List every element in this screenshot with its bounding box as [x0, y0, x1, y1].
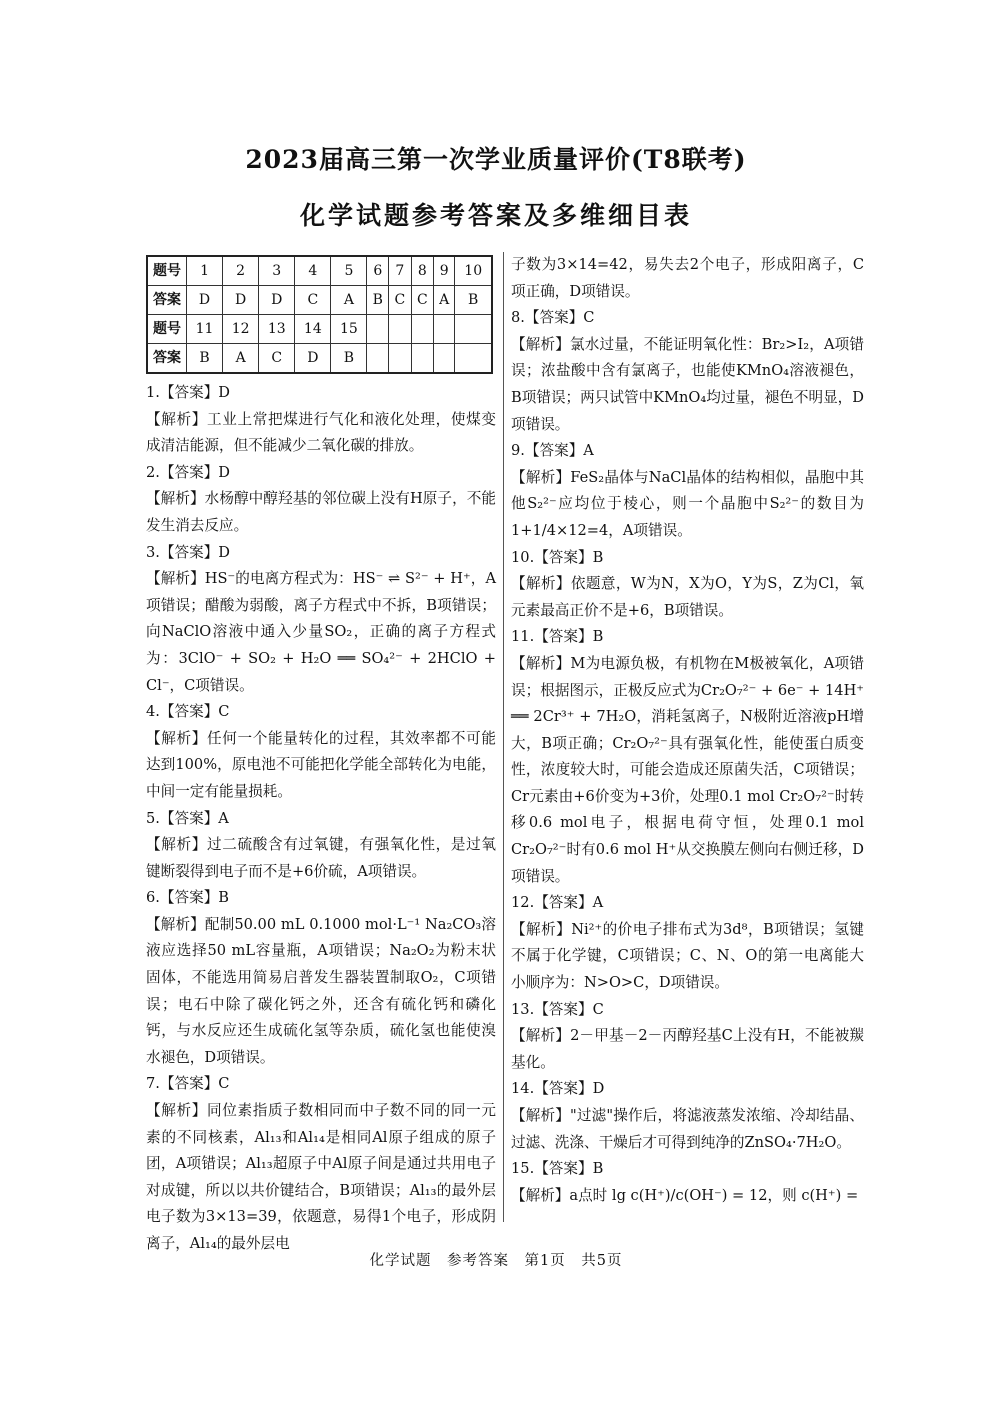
answer-table-cell: 10: [455, 256, 492, 286]
answer-table-cell: [389, 344, 411, 374]
answer-table-cell: D: [295, 344, 331, 374]
answer-table-cell: 8: [411, 256, 433, 286]
answer-explanation: 【解析】"过滤"操作后，将滤液蒸发浓缩、冷却结晶、过滤、洗涤、干燥后才可得到纯净的ZnSO₄·7H₂O。: [511, 1107, 864, 1151]
answer-table-cell: 14: [295, 315, 331, 344]
answer-table-cell: B: [331, 344, 367, 374]
answer-table-cell: 9: [434, 256, 455, 286]
answer-heading: 12.【答案】A: [511, 894, 604, 912]
answer-explanation: 【解析】工业上常把煤进行气化和液化处理，使煤变成清洁能源，但不能减少二氧化碳的排放。: [146, 410, 496, 455]
answer-table-cell: [411, 315, 433, 344]
answer-table-cell: [389, 315, 411, 344]
answer-table-cell: C: [389, 286, 411, 315]
answer-table-cell: 6: [367, 256, 389, 286]
answer-table-cell: C: [259, 344, 295, 374]
answer-heading: 8.【答案】C: [511, 309, 595, 327]
answer-heading: 10.【答案】B: [511, 548, 604, 566]
answer-explanation: 【解析】氯水过量，不能证明氧化性：Br₂>I₂，A项错误；浓盐酸中含有氯离子，也能使KMnO₄溶液褪色，B项错误；两只试管中KMnO₄均过量，褪色不明显，D项错误。: [511, 335, 864, 433]
answer-table-cell: 答案: [147, 286, 187, 315]
answer-table: [146, 255, 493, 374]
answer-table-cell: D: [259, 286, 295, 315]
answer-table-cell: [455, 315, 492, 344]
answer-table-cell: 题号: [147, 256, 187, 286]
answer-heading: 5.【答案】A: [146, 809, 229, 827]
answer-table-cell: [434, 315, 455, 344]
answer-heading: 9.【答案】A: [511, 442, 594, 460]
answer-table-cell: A: [223, 344, 259, 374]
answer-table-cell: B: [455, 286, 492, 315]
answer-table-cell: A: [331, 286, 367, 315]
answer-table-cell: 11: [187, 315, 223, 344]
answer-table-cell: A: [434, 286, 455, 315]
answer-table-cell: 15: [331, 315, 367, 344]
continued-text: 子数为3×14=42，易失去2个电子，形成阳离子，C项正确，D项错误。: [511, 256, 864, 300]
answer-table-cell: 2: [223, 256, 259, 286]
answer-table-cell: [411, 344, 433, 374]
answer-table-cell: 5: [331, 256, 367, 286]
answer-table-cell: 12: [223, 315, 259, 344]
answer-table-cell: [367, 344, 389, 374]
answer-explanation: 【解析】Ni²⁺的价电子排布式为3d⁸，B项错误；氢键不属于化学键，C项错误；C、N、O的第一电离能大小顺序为：N>O>C，D项错误。: [511, 920, 864, 992]
answer-explanation: 【解析】配制50.00 mL 0.1000 mol·L⁻¹ Na₂CO₃溶液应选择50 mL容量瓶，A项错误；Na₂O₂为粉末状固体，不能选用简易启普发生器装置制取O₂，C项错误；电石中除了碳化钙之外，还含有硫化钙和磷化钙，与水反应还生成硫化氢等杂质，硫化氢也能使溴水褪色，D项错误。: [146, 915, 496, 1066]
answer-heading: 2.【答案】D: [146, 463, 230, 481]
answer-explanation: 【解析】M为电源负极，有机物在M极被氧化，A项错误；根据图示，正极反应式为Cr₂O₇²⁻ + 6e⁻ + 14H⁺ ══ 2Cr³⁺ + 7H₂O，消耗氢离子，N极附近溶液pH增大，B项正确；Cr₂O₇²⁻具有强氧化性，能使蛋白质变性，浓度较大时，可能会造成还原菌失活，C项错误；Cr元素由+6价变为+3价，处理0.1 mol Cr₂O₇²⁻时转移0.6 mol电子，根据电荷守恒，处理0.1 mol Cr₂O₇²⁻时有0.6 mol H⁺从交换膜左侧向右侧迁移，D项错误。: [511, 654, 864, 885]
answer-table-cell: B: [187, 344, 223, 374]
answer-explanation: 【解析】2－甲基－2－丙醇羟基C上没有H，不能被羰基化。: [511, 1027, 864, 1071]
answer-table-cell: 3: [259, 256, 295, 286]
answer-table-cell: 7: [389, 256, 411, 286]
right-answer-list: [511, 305, 864, 1209]
answer-table-cell: B: [367, 286, 389, 315]
page-subtitle: 化学试题参考答案及多维细目表: [299, 201, 692, 230]
answer-heading: 1.【答案】D: [146, 384, 230, 401]
answer-explanation: 【解析】FeS₂晶体与NaCl晶体的结构相似，晶胞中其他S₂²⁻应均位于棱心，则一个晶胞中S₂²⁻的数目为1+1/4×12=4，A项错误。: [511, 468, 864, 539]
answer-explanation: 【解析】a点时 lg c(H⁺)/c(OH⁻) = 12，则 c(H⁺) =: [511, 1186, 859, 1204]
right-column: [511, 252, 864, 1209]
answer-heading: 6.【答案】B: [146, 889, 230, 907]
left-answer-list: [146, 380, 496, 1258]
answer-table-cell: [434, 344, 455, 374]
answer-heading: 15.【答案】B: [511, 1160, 604, 1178]
answer-explanation: 【解析】HS⁻的电离方程式为：HS⁻ ⇌ S²⁻ + H⁺，A项错误；醋酸为弱酸，离子方程式中不拆，B项错误；向NaClO溶液中通入少量SO₂，正确的离子方程式为：3ClO⁻ + SO₂ + H₂O ══ SO₄²⁻ + 2HClO + Cl⁻，C项错误。: [146, 570, 496, 694]
left-column: [146, 252, 496, 1258]
answer-table-cell: 13: [259, 315, 295, 344]
answer-table-cell: D: [187, 286, 223, 315]
answer-heading: 14.【答案】D: [511, 1080, 605, 1098]
answer-explanation: 【解析】同位素指质子数相同而中子数不同的同一元素的不同核素，Al₁₃和Al₁₄是相同Al原子组成的原子团，A项错误；Al₁₃超原子中Al原子间是通过共用电子对成键，所以以共价键结合，B项错误；Al₁₃的最外层电子数为3×13=39，依题意，易得1个电子，形成阴离子，Al₁₄的最外层电: [146, 1102, 496, 1252]
answer-table-row: [147, 256, 492, 286]
answer-table-cell: D: [223, 286, 259, 315]
answer-heading: 13.【答案】C: [511, 1000, 604, 1018]
answer-explanation: 【解析】过二硫酸含有过氧键，有强氧化性，是过氧键断裂得到电子而不是+6价硫，A项错误。: [146, 836, 496, 880]
answer-heading: 3.【答案】D: [146, 543, 230, 561]
answer-table-cell: 题号: [147, 315, 187, 344]
answer-explanation: 【解析】依题意，W为N，X为O，Y为S，Z为Cl，氧元素最高正价不是+6，B项错误。: [511, 575, 864, 619]
page-title: 2023届高三第一次学业质量评价(T8联考): [245, 145, 747, 174]
answer-table-row: [147, 344, 492, 374]
answer-heading: 11.【答案】B: [511, 628, 604, 646]
answer-table-cell: 答案: [147, 344, 187, 374]
answer-heading: 7.【答案】C: [146, 1075, 230, 1093]
answer-table-row: [147, 315, 492, 344]
page-footer: 化学试题 参考答案 第1页 共5页: [369, 1253, 623, 1269]
answer-table-cell: C: [411, 286, 433, 315]
answer-heading: 4.【答案】C: [146, 703, 230, 721]
answer-table-row: [147, 286, 492, 315]
answer-table-cell: 1: [187, 256, 223, 286]
answer-table-cell: [455, 344, 492, 374]
answer-table-cell: C: [295, 286, 331, 315]
answer-table-cell: 4: [295, 256, 331, 286]
answer-table-cell: [367, 315, 389, 344]
answer-explanation: 【解析】水杨醇中醇羟基的邻位碳上没有H原子，不能发生消去反应。: [146, 490, 496, 534]
column-divider: [503, 252, 504, 1222]
answer-explanation: 【解析】任何一个能量转化的过程，其效率都不可能达到100%，原电池不可能把化学能全部转化为电能，中间一定有能量损耗。: [146, 729, 496, 800]
